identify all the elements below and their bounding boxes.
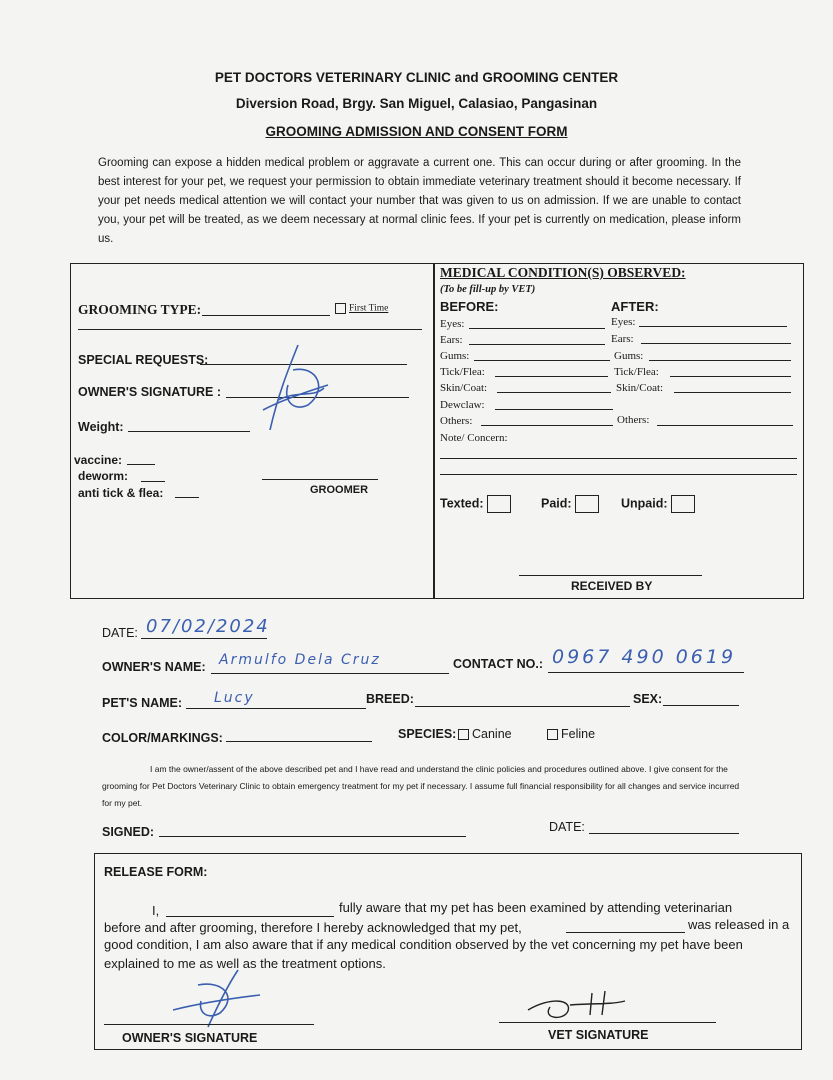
consent-date-label: DATE: — [549, 820, 585, 834]
grooming-type-line-2[interactable] — [78, 329, 422, 330]
date-label: DATE: — [102, 626, 138, 640]
first-time-checkbox[interactable] — [335, 303, 388, 314]
owner-signature-caption: OWNER'S SIGNATURE — [122, 1031, 258, 1045]
paid-checkbox[interactable] — [575, 495, 599, 513]
before-ears-label: Ears: — [440, 334, 463, 346]
before-dewclaw-label: Dewclaw: — [440, 399, 485, 411]
note-line-2[interactable] — [440, 474, 797, 475]
color-markings-label: COLOR/MARKINGS: — [102, 731, 223, 745]
consent-text: I am the owner/assent of the above described pet and I have read and understand the clinic policies and procedures outlined above. I give consent for the grooming for Pet Doctors Veterinary Clinic to obtain emergency treatment for my pet if necessary. I assume full financial responsibility for all changes and service incurred for my pet. — [102, 764, 740, 808]
medical-subtitle: (To be fill-up by VET) — [440, 284, 536, 295]
first-time-box[interactable] — [335, 303, 346, 314]
pet-name-value: Lucy — [214, 690, 255, 706]
paid-label: Paid: — [541, 496, 572, 511]
release-pet-field[interactable] — [566, 932, 685, 933]
texted-field[interactable] — [440, 495, 511, 513]
grooming-type-field[interactable] — [202, 315, 330, 316]
before-tickflea-field[interactable] — [495, 376, 608, 377]
after-others-label: Others: — [617, 414, 650, 426]
signed-label: SIGNED: — [102, 825, 155, 839]
after-others-field[interactable] — [657, 425, 793, 426]
color-markings-field[interactable] — [226, 741, 372, 742]
paid-field[interactable] — [541, 495, 599, 513]
release-text-5: explained to me as well as the treatment options. — [104, 956, 386, 971]
consent-date-field[interactable] — [589, 833, 739, 834]
breed-label: BREED: — [366, 692, 414, 706]
texted-checkbox[interactable] — [487, 495, 511, 513]
intro-paragraph: Grooming can expose a hidden medical problem or aggravate a current one. This can occur during or after grooming. In the best interest for your pet, we request your permission to obtain immediate veterinary treatment should it become necessary. If your pet needs medical attention we will contact your number that was given to us on admission. If we are unable to contact you, your pet will be treated, as we deem necessary at normal clinic fees. If your pet is currently on medication, please inform us. — [98, 157, 741, 245]
feline-option[interactable] — [547, 727, 595, 741]
signed-field[interactable] — [159, 836, 466, 837]
medical-title: MEDICAL CONDITION(S) OBSERVED: — [440, 265, 686, 280]
owner-signature-scribble — [258, 340, 338, 440]
note-concern-label: Note/ Concern: — [440, 432, 508, 444]
weight-field[interactable] — [128, 431, 250, 432]
deworm-field[interactable] — [141, 481, 165, 482]
vaccine-field[interactable] — [127, 464, 155, 465]
contact-field[interactable] — [548, 672, 744, 673]
received-by-line[interactable] — [519, 575, 702, 576]
release-name-field[interactable] — [166, 916, 334, 917]
after-ears-field[interactable] — [641, 343, 791, 344]
vet-signature-caption: VET SIGNATURE — [548, 1028, 649, 1042]
after-tickflea-field[interactable] — [670, 376, 791, 377]
canine-checkbox[interactable] — [458, 729, 469, 740]
before-gums-label: Gums: — [440, 350, 470, 362]
before-skincoat-field[interactable] — [497, 392, 611, 393]
date-value: 07/02/2024 — [146, 616, 270, 637]
contact-label: CONTACT NO.: — [453, 657, 544, 671]
weight-label: Weight: — [78, 420, 124, 434]
after-gums-label: Gums: — [614, 350, 644, 362]
before-skincoat-label: Skin/Coat: — [440, 382, 488, 394]
groomer-label: GROOMER — [310, 484, 369, 496]
pet-name-field[interactable] — [186, 708, 366, 709]
date-field[interactable] — [141, 638, 267, 639]
vaccine-label: vaccine: — [74, 453, 123, 467]
release-text-1: fully aware that my pet has been examined by attending veterinarian — [339, 900, 733, 915]
owner-name-value: Armulfo Dela Cruz — [219, 652, 381, 668]
after-label: AFTER: — [611, 299, 659, 314]
before-eyes-label: Eyes: — [440, 318, 465, 330]
main-box-divider — [433, 263, 435, 599]
after-eyes-label: Eyes: — [611, 316, 636, 328]
vet-signature-scribble — [520, 985, 630, 1030]
special-requests-label: SPECIAL REQUESTS: — [78, 353, 209, 367]
vet-signature-line[interactable] — [499, 1022, 716, 1023]
anti-tick-label: anti tick & flea: — [78, 486, 164, 500]
clinic-name: PET DOCTORS VETERINARY CLINIC and GROOMING CENTER — [214, 70, 619, 85]
release-title: RELEASE FORM: — [104, 865, 208, 879]
sex-label: SEX: — [633, 692, 663, 706]
owner-name-label: OWNER'S NAME: — [102, 660, 206, 674]
first-time-label: First Time — [349, 303, 389, 314]
before-dewclaw-field[interactable] — [495, 409, 613, 410]
unpaid-checkbox[interactable] — [671, 495, 695, 513]
after-gums-field[interactable] — [649, 360, 791, 361]
note-line-1[interactable] — [440, 458, 797, 459]
after-eyes-field[interactable] — [639, 326, 787, 327]
canine-label: Canine — [472, 727, 512, 741]
before-others-field[interactable] — [481, 425, 613, 426]
before-others-label: Others: — [440, 415, 473, 427]
groomer-signature-line[interactable] — [262, 479, 378, 480]
grooming-type-label: GROOMING TYPE: — [78, 302, 202, 317]
species-label: SPECIES: — [398, 727, 457, 741]
canine-option[interactable] — [458, 727, 512, 741]
pet-name-label: PET'S NAME: — [102, 696, 183, 710]
owner-signature-line[interactable] — [104, 1024, 314, 1025]
anti-tick-field[interactable] — [175, 497, 199, 498]
after-ears-label: Ears: — [611, 333, 634, 345]
release-text-4: good condition, I am also aware that if any medical condition observed by the vet concerning my pet have been — [104, 937, 743, 952]
feline-label: Feline — [561, 727, 596, 741]
release-i: I, — [152, 903, 160, 918]
before-gums-field[interactable] — [474, 360, 610, 361]
unpaid-field[interactable] — [621, 495, 695, 513]
contact-value: 0967 490 0619 — [552, 646, 737, 668]
owner-name-field[interactable] — [211, 673, 449, 674]
release-text-3: was released in a — [688, 917, 790, 932]
received-by-label: RECEIVED BY — [571, 579, 653, 593]
sex-field[interactable] — [663, 705, 739, 706]
unpaid-label: Unpaid: — [621, 496, 668, 511]
breed-field[interactable] — [415, 706, 630, 707]
clinic-address: Diversion Road, Brgy. San Miguel, Calasiao, Pangasinan — [235, 96, 598, 111]
release-text-2: before and after grooming, therefore I hereby acknowledged that my pet, — [104, 920, 522, 935]
before-ears-field[interactable] — [469, 344, 605, 345]
feline-checkbox[interactable] — [547, 729, 558, 740]
form-title: GROOMING ADMISSION AND CONSENT FORM — [265, 124, 568, 139]
before-label: BEFORE: — [440, 299, 499, 314]
owner-signature-label: OWNER'S SIGNATURE : — [78, 385, 222, 399]
before-eyes-field[interactable] — [469, 328, 605, 329]
texted-label: Texted: — [440, 496, 484, 511]
before-tickflea-label: Tick/Flea: — [440, 366, 485, 378]
deworm-label: deworm: — [78, 469, 129, 483]
after-skincoat-label: Skin/Coat: — [616, 382, 664, 394]
after-skincoat-field[interactable] — [674, 392, 791, 393]
after-tickflea-label: Tick/Flea: — [614, 366, 659, 378]
